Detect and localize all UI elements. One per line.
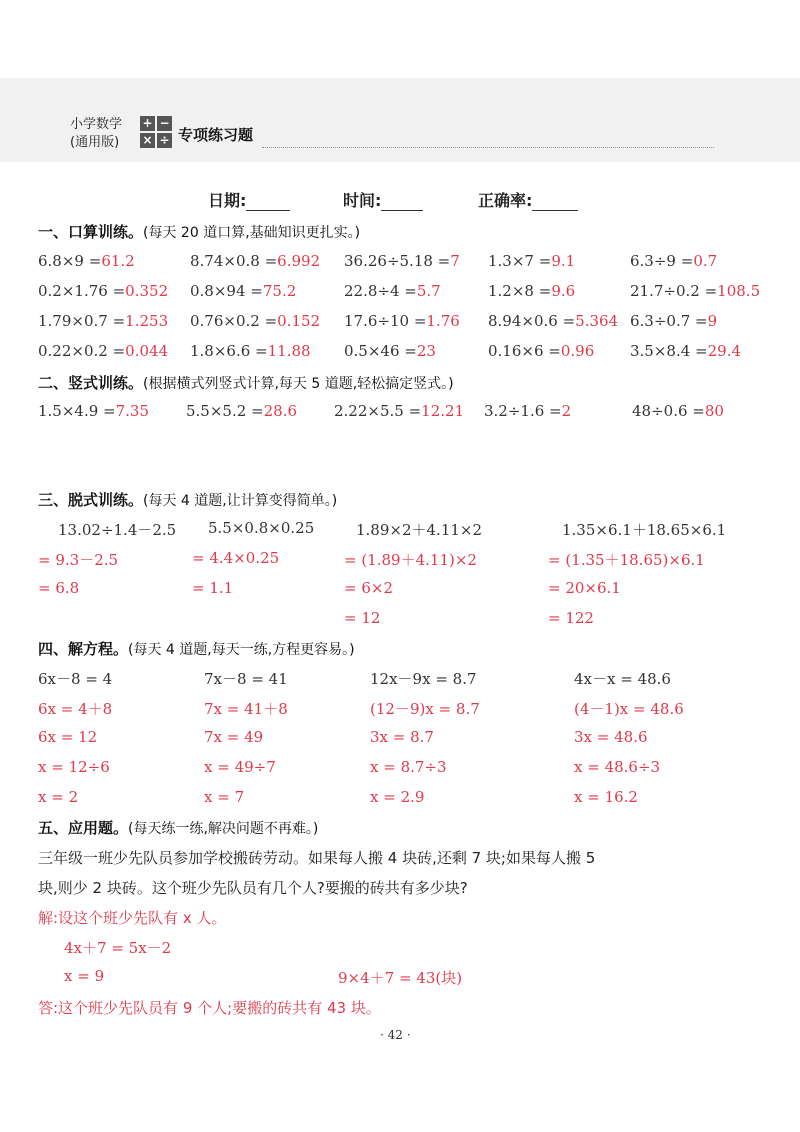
step-line: = 20×6.1 (548, 579, 621, 597)
answer: 0.044 (125, 342, 169, 360)
section-1-title: 一、口算训练。 (38, 223, 144, 241)
answer: 6.992 (277, 252, 321, 270)
answer: 1.76 (426, 312, 460, 330)
accuracy-field (478, 188, 578, 211)
step-line: = 12 (344, 609, 381, 627)
vertical-calc-item (186, 402, 297, 420)
answer: 0.7 (693, 252, 718, 270)
solution-answer: 答:这个班少先队员有 9 个人;要搬的砖共有 43 块。 (38, 999, 381, 1017)
divide-icon: ÷ (157, 133, 172, 148)
time-blank (381, 192, 423, 211)
equation-step: 7x = 49 (204, 728, 264, 746)
oral-item (190, 282, 296, 300)
section-1-heading (38, 221, 360, 242)
solution-let: 解:设这个班少先队有 x 人。 (38, 909, 227, 927)
step-problem: 1.89×2＋4.11×2 (356, 521, 483, 539)
answer: 75.2 (262, 282, 297, 300)
equation-step: x = 7 (204, 788, 245, 806)
equation: 7x－8 = 41 (204, 670, 288, 688)
oral-item (38, 342, 168, 360)
answer: 5.364 (575, 312, 619, 330)
question: 6.3÷9 = (630, 252, 694, 270)
date-field (208, 188, 290, 211)
step-line: = 6×2 (344, 579, 393, 597)
question: 6.8×9 = (38, 252, 102, 270)
answer: 0.96 (560, 342, 595, 360)
section-2-heading (38, 372, 454, 393)
question: 5.5×5.2 = (186, 402, 264, 420)
problem-text-line-2: 块,则少 2 块砖。这个班少先队员有几个人?要搬的砖共有多少块? (38, 879, 468, 897)
oral-item (630, 282, 760, 300)
section-4-note: (每天 4 道题,每天一练,方程更容易。) (128, 642, 355, 658)
equation-step: x = 2.9 (370, 788, 425, 806)
date-label: 日期: (208, 191, 247, 210)
oral-item (344, 342, 436, 360)
answer: 1.253 (125, 312, 169, 330)
brand-line-2: (通用版) (70, 135, 120, 150)
question: 6.3÷0.7 = (630, 312, 708, 330)
vertical-calc-item (632, 402, 724, 420)
answer: 28.6 (263, 402, 298, 420)
equation-step: (4－1)x = 48.6 (574, 700, 684, 718)
oral-item (344, 252, 460, 270)
oral-item (344, 282, 441, 300)
answer: 11.88 (267, 342, 311, 360)
question: 0.22×0.2 = (38, 342, 126, 360)
equation-step: 6x = 4＋8 (38, 700, 113, 718)
section-5-heading (38, 817, 318, 838)
question: 1.2×8 = (488, 282, 552, 300)
equation-step: x = 8.7÷3 (370, 758, 447, 776)
page-number: · 42 · (380, 1028, 411, 1042)
oral-item (488, 252, 575, 270)
equation: 4x－x = 48.6 (574, 670, 671, 688)
answer: 7.35 (115, 402, 150, 420)
solution-result: x = 9 (64, 967, 105, 985)
section-4-heading (38, 638, 355, 659)
answer: 0.352 (125, 282, 169, 300)
vertical-calc-item (484, 402, 571, 420)
answer: 108.5 (717, 282, 761, 300)
answer: 80 (704, 402, 724, 420)
answer: 7 (450, 252, 460, 270)
question: 17.6÷10 = (344, 312, 427, 330)
section-5-title: 五、应用题。 (38, 819, 129, 837)
brand-line-1: 小学数学 (70, 117, 123, 132)
oral-item (190, 342, 311, 360)
step-line: = 6.8 (38, 579, 80, 597)
accuracy-blank (532, 192, 578, 211)
accuracy-label: 正确率: (478, 191, 533, 210)
answer: 9.6 (551, 282, 576, 300)
oral-item (630, 312, 717, 330)
answer: 23 (416, 342, 436, 360)
solution-bricks: 9×4＋7 = 43(块) (338, 969, 463, 987)
question: 0.16×6 = (488, 342, 561, 360)
question: 1.5×4.9 = (38, 402, 116, 420)
step-line: = 1.1 (192, 579, 234, 597)
oral-item (38, 312, 168, 330)
question: 1.3×7 = (488, 252, 552, 270)
equation-step: 7x = 41＋8 (204, 700, 288, 718)
oral-item (38, 282, 168, 300)
answer: 9 (707, 312, 718, 330)
question: 0.76×0.2 = (190, 312, 278, 330)
question: 1.8×6.6 = (190, 342, 268, 360)
step-line: = 9.3－2.5 (38, 551, 119, 569)
step-line: = 4.4×0.25 (192, 549, 280, 567)
section-2-note: (根据横式列竖式计算,每天 5 道题,轻松搞定竖式。) (143, 376, 454, 392)
oral-item (488, 312, 618, 330)
oral-item (488, 342, 594, 360)
equation-step: x = 16.2 (574, 788, 638, 806)
oral-item (630, 342, 741, 360)
solution-equation: 4x＋7 = 5x－2 (64, 939, 172, 957)
step-line: = (1.35＋18.65)×6.1 (548, 551, 705, 569)
section-2-title: 二、竖式训练。 (38, 374, 144, 392)
question: 2.22×5.5 = (334, 402, 422, 420)
header-divider (262, 147, 714, 148)
times-icon: × (140, 133, 155, 148)
question: 0.2×1.76 = (38, 282, 126, 300)
section-1-note: (每天 20 道口算,基础知识更扎实。) (143, 225, 361, 241)
time-label: 时间: (343, 191, 382, 210)
vertical-calc-item (38, 402, 149, 420)
equation-step: 3x = 8.7 (370, 728, 434, 746)
answer: 29.4 (707, 342, 742, 360)
answer: 12.21 (421, 402, 465, 420)
answer: 61.2 (101, 252, 135, 270)
oral-item (38, 252, 135, 270)
step-line: = 122 (548, 609, 594, 627)
question: 36.26÷5.18 = (344, 252, 451, 270)
book-brand (70, 116, 122, 152)
plus-icon: + (140, 116, 155, 131)
question: 48÷0.6 = (632, 402, 705, 420)
vertical-calc-item (334, 402, 464, 420)
question: 8.94×0.6 = (488, 312, 576, 330)
oral-item (344, 312, 460, 330)
date-blank (246, 192, 290, 211)
question: 8.74×0.8 = (190, 252, 278, 270)
oral-item (488, 282, 575, 300)
oral-item (190, 252, 320, 270)
operator-icons (140, 116, 174, 150)
question: 3.2÷1.6 = (484, 402, 562, 420)
oral-item (190, 312, 320, 330)
equation: 12x－9x = 8.7 (370, 670, 477, 688)
step-problem: 5.5×0.8×0.25 (208, 519, 315, 537)
section-5-note: (每天练一练,解决问题不再难。) (128, 821, 319, 837)
section-3-note: (每天 4 道题,让计算变得简单。) (143, 493, 338, 509)
equation-step: (12－9)x = 8.7 (370, 700, 480, 718)
answer: 5.7 (416, 282, 441, 300)
question: 22.8÷4 = (344, 282, 417, 300)
time-field (343, 188, 423, 211)
question: 1.79×0.7 = (38, 312, 126, 330)
question: 0.8×94 = (190, 282, 263, 300)
answer: 2 (561, 402, 572, 420)
section-4-title: 四、解方程。 (38, 640, 129, 658)
question: 0.5×46 = (344, 342, 417, 360)
step-line: = (1.89＋4.11)×2 (344, 551, 477, 569)
section-3-title: 三、脱式训练。 (38, 491, 144, 509)
answer: 0.152 (277, 312, 321, 330)
equation-step: x = 48.6÷3 (574, 758, 661, 776)
section-3-heading (38, 489, 337, 510)
equation-step: x = 49÷7 (204, 758, 276, 776)
answer: 9.1 (551, 252, 576, 270)
equation: 6x－8 = 4 (38, 670, 113, 688)
equation-step: 6x = 12 (38, 728, 98, 746)
series-title: 专项练习题 (178, 126, 254, 144)
equation-step: x = 2 (38, 788, 79, 806)
equation-step: x = 12÷6 (38, 758, 110, 776)
equation-step: 3x = 48.6 (574, 728, 648, 746)
step-problem: 13.02÷1.4－2.5 (58, 521, 177, 539)
question: 21.7÷0.2 = (630, 282, 718, 300)
step-problem: 1.35×6.1＋18.65×6.1 (562, 521, 727, 539)
problem-text-line-1: 三年级一班少先队员参加学校搬砖劳动。如果每人搬 4 块砖,还剩 7 块;如果每人搬 5 (38, 849, 596, 867)
minus-icon: − (157, 116, 172, 131)
oral-item (630, 252, 717, 270)
question: 3.5×8.4 = (630, 342, 708, 360)
